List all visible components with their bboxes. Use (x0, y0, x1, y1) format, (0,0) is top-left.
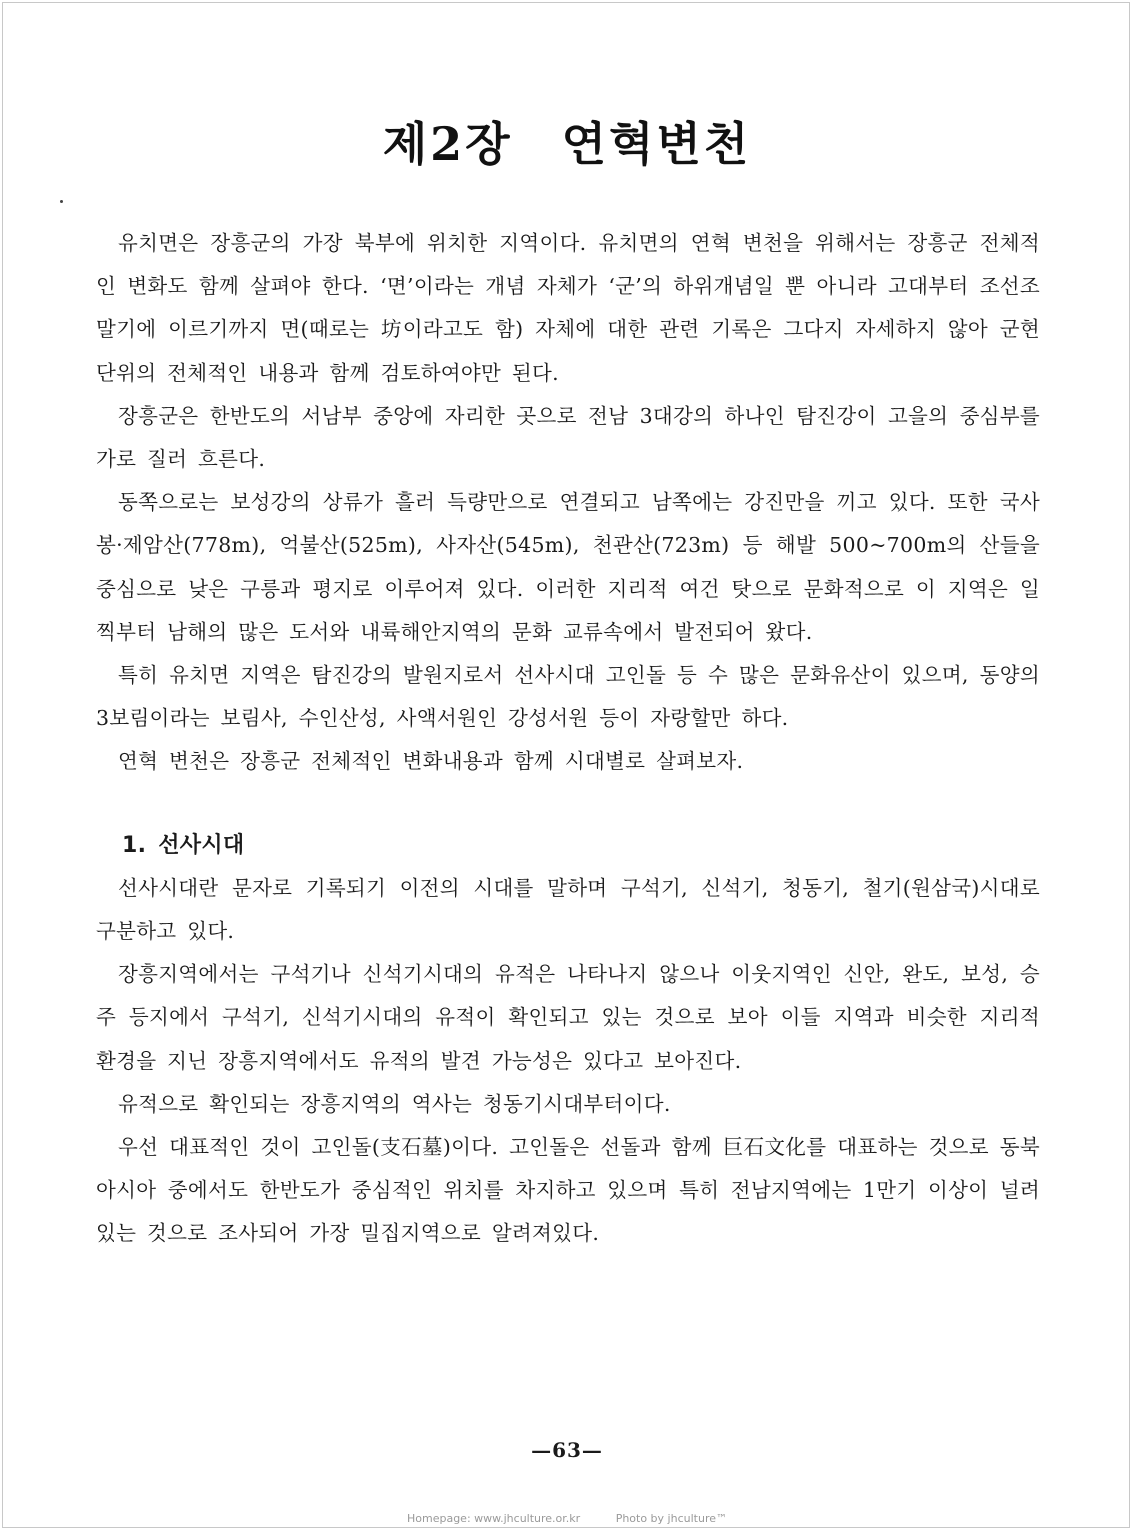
paragraph: 연혁 변천은 장흥군 전체적인 변화내용과 함께 시대별로 살펴보자. (118, 749, 744, 774)
paragraph: 특히 유치면 지역은 탐진강의 발원지로서 선사시대 고인돌 등 수 많은 문화유산이 있으며, 동양의 3보림이라는 보림사, 수인산성, 사액서원인 강성서원 등이 자랑할만 하다. (96, 663, 1040, 731)
paragraph: 장흥군은 한반도의 서남부 중앙에 자리한 곳으로 전남 3대강의 하나인 탐진강이 고을의 중심부를 가로 질러 흐른다. (96, 403, 1040, 472)
footer-photo-credit: Photo by jhculture™ (615, 1512, 727, 1525)
paragraph: 유적으로 확인되는 장흥지역의 역사는 청동기시대부터이다. (118, 1091, 671, 1116)
page-number: —63— (531, 1438, 603, 1462)
paragraph: 동쪽으로는 보성강의 상류가 흘러 득량만으로 연결되고 남쪽에는 강진만을 끼고 있다. 또한 국사봉·제암산(778m), 억불산(525m), 사자산(545m), 천관산(723m) 등 해발 500~700m의 산들을 중심으로 낮은 구릉과 평지로 이루어져 있다. 이러한 지리적 여건 탓으로 문화적으로 이 지역은 일찍부터 남해의 많은 도서와 내륙해안지역의 문화 교류속에서 발전되어 왔다. (96, 490, 1040, 644)
footer-homepage: Homepage: www.jhculture.or.kr (406, 1512, 581, 1525)
paragraph: 우선 대표적인 것이 고인돌(支石墓)이다. 고인돌은 선돌과 함께 巨石文化를 대표하는 것으로 동북아시아 중에서도 한반도가 중심적인 위치를 차지하고 있으며 특히 전남지역에는 1만기 이상이 널려있는 것으로 조사되어 가장 밀집지역으로 알려져있다. (96, 1135, 1040, 1246)
footer (0, 1512, 1134, 1525)
paragraph: 유치면은 장흥군의 가장 북부에 위치한 지역이다. 유치면의 연혁 변천을 위해서는 장흥군 전체적인 변화도 함께 살펴야 한다. ‘면’이라는 개념 자체가 ‘군’의 하위개념일 뿐 아니라 고대부터 조선조 말기에 이르기까지 면(때로는 坊이라고도 함) 자체에 대한 관련 기록은 그다지 자세하지 않아 군현 단위의 전체적인 내용과 함께 검토하여야만 된다. (96, 231, 1040, 385)
body-text (96, 222, 1040, 1256)
scan-speck (60, 200, 63, 203)
paragraph: 장흥지역에서는 구석기나 신석기시대의 유적은 나타나지 않으나 이웃지역인 신안, 완도, 보성, 승주 등지에서 구석기, 신석기시대의 유적이 확인되고 있는 것으로 보아 이들 지역과 비슷한 지리적 환경을 지닌 장흥지역에서도 유적의 발견 가능성은 있다고 보아진다. (96, 962, 1040, 1073)
section-heading: 1. 선사시대 (122, 832, 245, 858)
paragraph: 선사시대란 문자로 기록되기 이전의 시대를 말하며 구석기, 신석기, 청동기, 철기(원삼국)시대로 구분하고 있다. (96, 875, 1040, 944)
chapter-title: 제2장 연혁변천 (382, 117, 752, 171)
section-gap (96, 784, 1040, 824)
